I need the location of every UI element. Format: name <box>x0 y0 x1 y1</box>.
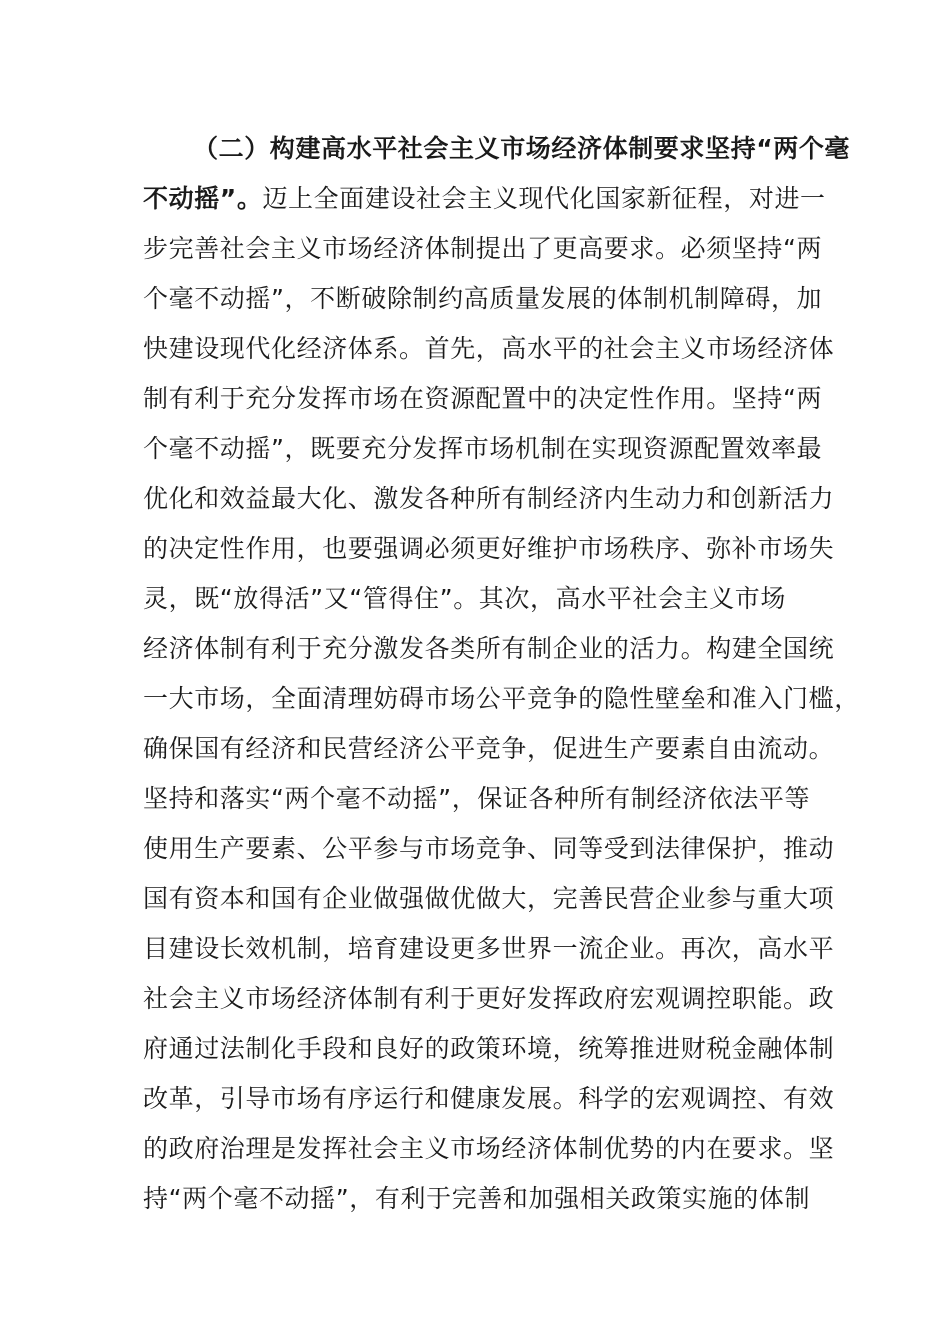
text-line <box>143 574 823 624</box>
line-text: 持“两个毫不动摇”，有利于完善和加强相关政策实施的体制 <box>143 1184 811 1213</box>
text-line <box>143 124 851 174</box>
line-text: 目建设长效机制，培育建设更多世界一流企业。再次，高水平 <box>143 934 835 963</box>
line-text: 经济体制有利于充分激发各类所有制企业的活力。构建全国统 <box>143 634 835 663</box>
line-text: 使用生产要素、公平参与市场竞争、同等受到法律保护，推动 <box>143 834 835 863</box>
line-text: 快建设现代化经济体系。首先，高水平的社会主义市场经济体 <box>143 334 835 363</box>
line-text: 步完善社会主义市场经济体制提出了更高要求。必须坚持“两 <box>143 234 823 263</box>
text-line <box>143 674 860 724</box>
text-line <box>143 724 835 774</box>
text-line <box>143 1174 823 1224</box>
line-text: 灵，既“放得活”又“管得住”。其次，高水平社会主义市场 <box>143 584 787 613</box>
line-text: 确保国有经济和民营经济公平竞争，促进生产要素自由流动。 <box>143 734 835 763</box>
line-text: 的政府治理是发挥社会主义市场经济体制优势的内在要求。坚 <box>143 1134 835 1163</box>
body-paragraph <box>143 124 860 1224</box>
text-line <box>143 174 826 224</box>
line-text: 坚持和落实“两个毫不动摇”，保证各种所有制经济依法平等 <box>143 784 811 813</box>
text-line <box>143 974 835 1024</box>
line-text: 的决定性作用，也要强调必须更好维护市场秩序、弥补市场失 <box>143 534 835 563</box>
line-text: 个毫不动摇”，既要充分发挥市场机制在实现资源配置效率最 <box>143 434 823 463</box>
line-text: 国有资本和国有企业做强做优做大，完善民营企业参与重大项 <box>143 884 835 913</box>
line-text: 社会主义市场经济体制有利于更好发挥政府宏观调控职能。政 <box>143 984 835 1013</box>
line-text: 改革，引导市场有序运行和健康发展。科学的宏观调控、有效 <box>143 1084 835 1113</box>
text-line <box>143 774 823 824</box>
line-text: 迈上全面建设社会主义现代化国家新征程，对进一 <box>262 184 826 213</box>
text-line <box>143 224 823 274</box>
line-text: 一大市场，全面清理妨碍市场公平竞争的隐性壁垒和准入门槛， <box>143 684 860 713</box>
text-line <box>143 1074 835 1124</box>
text-line <box>143 374 823 424</box>
text-line <box>143 474 835 524</box>
line-text: 府通过法制化手段和良好的政策环境，统筹推进财税金融体制 <box>143 1034 835 1063</box>
text-line <box>143 424 823 474</box>
text-line <box>143 1124 835 1174</box>
section-heading: （二）构建高水平社会主义市场经济体制要求坚持“两个毫 <box>193 134 851 163</box>
text-line <box>143 924 835 974</box>
text-line <box>143 874 835 924</box>
section-heading: 不动摇”。 <box>143 184 263 213</box>
text-line <box>143 624 835 674</box>
text-line <box>143 1024 835 1074</box>
text-line <box>143 324 835 374</box>
text-line <box>143 824 835 874</box>
line-text: 制有利于充分发挥市场在资源配置中的决定性作用。坚持“两 <box>143 384 823 413</box>
line-text: 个毫不动摇”，不断破除制约高质量发展的体制机制障碍，加 <box>143 284 823 313</box>
text-line <box>143 524 835 574</box>
text-line <box>143 274 823 324</box>
line-text: 优化和效益最大化、激发各种所有制经济内生动力和创新活力 <box>143 484 835 513</box>
